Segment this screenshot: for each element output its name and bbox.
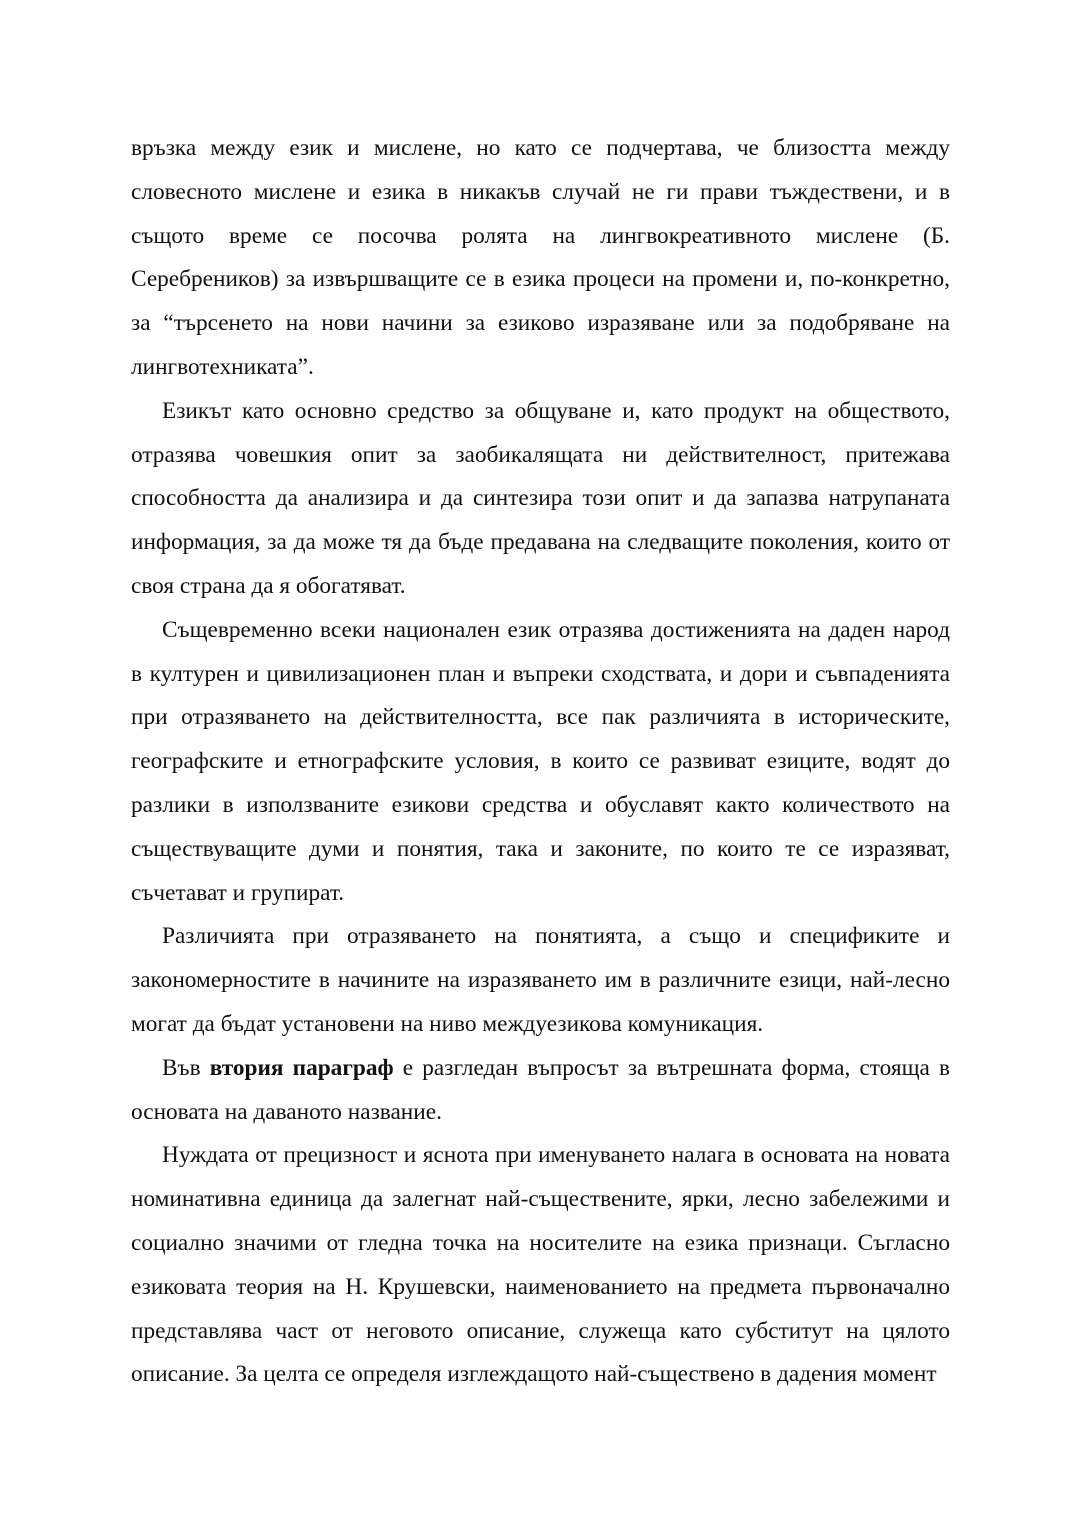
paragraph-2: Езикът като основно средство за общуване и, като продукт на обществото, отразява човешкия опит за заобикалящата ни действителност, притежава способността да анализира и да синтезира този опит и да запазва натрупаната информация, за да може тя да бъде предавана на следващите поколения, които от своя страна да я обогатяват.	[131, 397, 950, 599]
paragraph-5	[131, 1047, 950, 1135]
paragraph-1: връзка между език и мислене, но като се подчертава, че близостта между словесното мислене и езика в никакъв случай не ги прави тъждествени, и в същото време се посочва ролята на лингвокреативното мислене (Б. Серебреников) за извършващите се в езика процеси на промени и, по-конкретно, за “търсенето на нови начини за езиково изразяване или за подобряване на лингвотехниката”.	[131, 135, 950, 380]
bold-phrase: втория параграф	[209, 1054, 394, 1081]
paragraph-5-lead: Във	[162, 1054, 210, 1081]
paragraph-3: Същевременно всеки национален език отразява достиженията на даден народ в културен и цивилизационен план и въпреки сходствата, и дори и съвпаденията при отразяването на действителността, все пак различията в историческите, географските и етнографските условия, в които се развиват езиците, водят до разлики в използваните езикови средства и обуславят както количеството на съществуващите думи и понятия, така и законите, по които те се изразяват, съчетават и групират.	[131, 616, 950, 906]
paragraph-4: Различията при отразяването на понятията, а също и спецификите и закономерностите в начините на изразяването им в различните езици, най-лесно могат да бъдат установени на ниво междуезикова комуникация.	[131, 923, 950, 1037]
paragraph-6: Нуждата от прецизност и яснота при именуването налага в основата на новата номинативна единица да залегнат най-съществените, ярки, лесно забележими и социално значими от гледна точка на носителите на езика признаци. Съгласно езиковата теория на Н. Крушевски, наименованието на предмета първоначално представлява част от неговото описание, служеща като субститут на цялото описание. За целта се определя изглеждащото най-съществено в дадения момент	[131, 1142, 950, 1388]
document-body	[131, 127, 950, 1397]
paragraph-5-rest: е разгледан въпросът за вътрешната форма, стояща в основата на даваното название.	[131, 1054, 951, 1125]
